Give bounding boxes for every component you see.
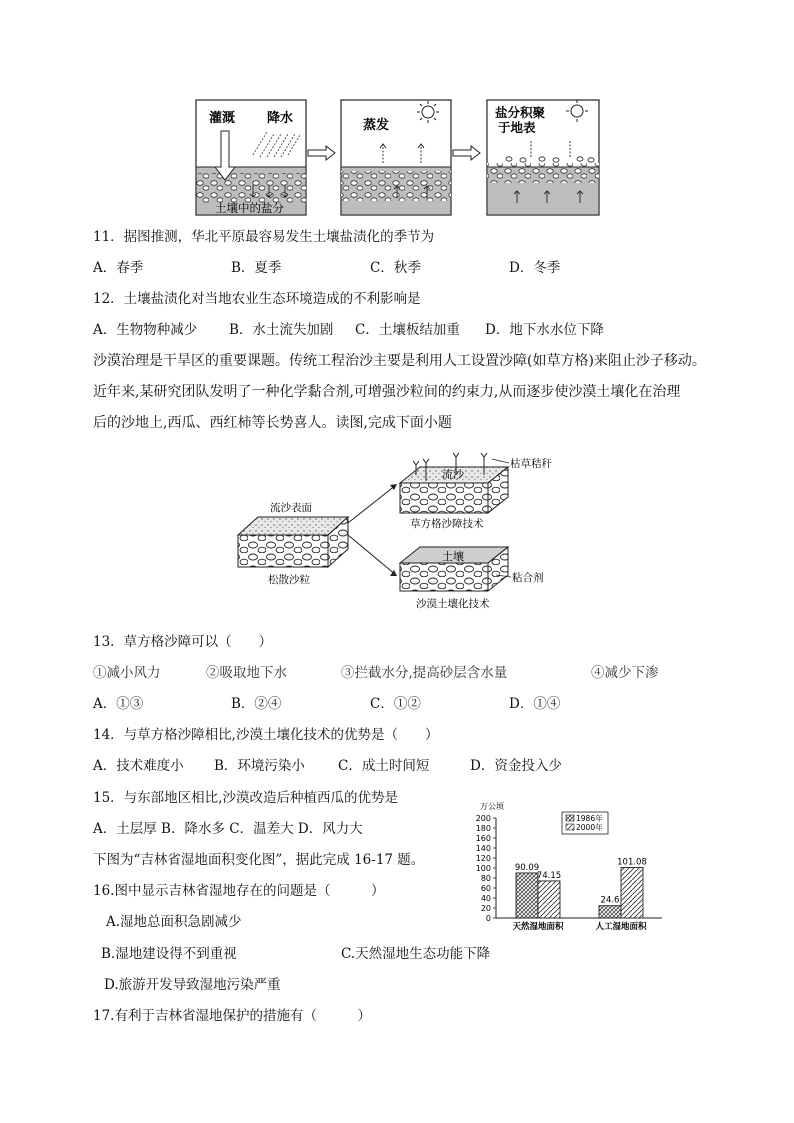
passage-line-1: 沙漠治理是干旱区的重要课题。传统工程治沙主要是利用人工设置沙障(如草方格)来阻止沙子移动。 xyxy=(93,353,706,369)
q13-option-a[interactable]: A．①③ xyxy=(93,696,144,712)
q14-stem: 14．与草方格沙障相比,沙漠土壤化技术的优势是（ ） xyxy=(93,727,439,743)
y-tick-label: 0 xyxy=(485,914,491,923)
y-axis-unit: 万公顷 xyxy=(480,802,504,811)
flow-arrow-1 xyxy=(308,146,335,160)
q11-option-b[interactable]: B．夏季 xyxy=(231,260,282,276)
legend-label: 1986年 xyxy=(576,814,603,823)
bar-1986年 xyxy=(599,906,621,918)
legend-swatch xyxy=(566,824,574,830)
panel-accumulation xyxy=(487,100,599,215)
bar-1986年 xyxy=(516,873,538,918)
q11-option-d[interactable]: D．冬季 xyxy=(509,260,561,276)
y-tick-label: 60 xyxy=(480,884,491,893)
q16-option-b[interactable]: B.湿地建设得不到重视 xyxy=(101,946,237,962)
soilization-caption: 沙漠土壤化技术 xyxy=(416,598,490,610)
salinization-diagram xyxy=(195,95,605,220)
q12-option-c[interactable]: C．土壤板结加重 xyxy=(355,322,460,338)
bar-value-label: 90.09 xyxy=(514,862,540,873)
binder-callout: 粘合剂 xyxy=(512,572,544,584)
soil-salt-label: 土壤中的盐分 xyxy=(215,201,284,215)
straw-callout: 枯草秸秆 xyxy=(510,458,552,470)
y-tick-label: 120 xyxy=(475,854,491,863)
y-tick-label: 80 xyxy=(480,874,491,883)
category-label: 人工湿地面积 xyxy=(595,922,647,932)
q14-option-b[interactable]: B．环境污染小 xyxy=(214,758,305,774)
q14-option-a[interactable]: A．技术难度小 xyxy=(93,758,184,774)
y-tick-label: 180 xyxy=(475,824,491,833)
q12-stem: 12．土壤盐渍化对当地农业生态环境造成的不利影响是 xyxy=(93,291,421,307)
bar-value-label: 101.08 xyxy=(617,857,647,868)
q12-option-a[interactable]: A．生物物种减少 xyxy=(93,322,198,338)
panel-evaporation xyxy=(341,100,451,215)
sand-control-diagram xyxy=(230,445,570,615)
passage-line-3: 后的沙地上,西瓜、西红柿等长势喜人。读图,完成下面小题 xyxy=(93,415,452,431)
q13-item-1: ①减小风力 xyxy=(93,665,161,681)
upper-block-text: 流沙 xyxy=(442,468,464,481)
sand-surface-label: 流沙表面 xyxy=(270,502,312,514)
q13-option-b[interactable]: B．②④ xyxy=(231,696,282,712)
y-tick-label: 200 xyxy=(475,814,491,823)
y-tick-label: 160 xyxy=(475,834,491,843)
q14-option-d[interactable]: D．资金投入少 xyxy=(470,758,562,774)
q15-stem: 15．与东部地区相比,沙漠改造后种植西瓜的优势是 xyxy=(93,790,398,806)
q13-option-c[interactable]: C．①② xyxy=(370,696,421,712)
q12-option-b[interactable]: B．水土流失加剧 xyxy=(229,322,334,338)
bar-2000年 xyxy=(538,881,560,918)
bar-value-label: 24.6 xyxy=(600,895,620,906)
legend-swatch xyxy=(566,815,574,821)
soilization-block xyxy=(400,547,544,610)
q11-option-c[interactable]: C．秋季 xyxy=(370,260,421,276)
legend-label: 2000年 xyxy=(576,823,603,832)
y-tick-label: 40 xyxy=(480,894,491,903)
intro-16-17: 下图为“吉林省湿地面积变化图”，据此完成 16-17 题。 xyxy=(93,852,425,868)
q16-option-a[interactable]: A.湿地总面积急剧减少 xyxy=(106,914,242,930)
y-tick-label: 20 xyxy=(480,904,491,913)
bar-value-label: 74.15 xyxy=(536,870,562,881)
q13-item-3: ③拦截水分,提高砂层含水量 xyxy=(341,665,508,681)
category-label: 天然湿地面积 xyxy=(512,922,564,932)
loose-sand-block xyxy=(238,501,348,586)
evaporation-label: 蒸发 xyxy=(363,118,390,133)
q12-option-d[interactable]: D．地下水水位下降 xyxy=(485,322,604,338)
q13-item-4: ④减少下渗 xyxy=(591,665,659,681)
rain-label: 降水 xyxy=(267,111,294,126)
loose-grains-label: 松散沙粒 xyxy=(268,574,310,586)
q11-option-a[interactable]: A．春季 xyxy=(93,260,144,276)
straw-caption: 草方格沙障技术 xyxy=(410,518,484,530)
panel-irrigation xyxy=(196,100,306,215)
q13-option-d[interactable]: D．①④ xyxy=(509,696,561,712)
q17-stem: 17.有利于吉林省湿地保护的措施有（ ） xyxy=(93,1008,371,1024)
q15-options[interactable]: A．土层厚 B．降水多 C．温差大 D．风力大 xyxy=(93,821,363,837)
irrigation-label: 灌溉 xyxy=(209,111,236,126)
q11-stem: 11．据图推测，华北平原最容易发生土壤盐渍化的季节为 xyxy=(93,229,435,245)
flow-arrow-2 xyxy=(453,146,480,160)
bar-2000年 xyxy=(621,867,643,918)
q14-option-c[interactable]: C．成土时间短 xyxy=(338,758,430,774)
wetland-area-chart xyxy=(462,800,670,940)
q13-item-2: ②吸取地下水 xyxy=(206,665,287,681)
q13-stem: 13．草方格沙障可以（ ） xyxy=(93,634,273,650)
passage-line-2: 近年来,某研究团队发明了一种化学黏合剂,可增强沙粒间的约束力,从而逐步使沙漠土壤化在治理 xyxy=(93,384,681,400)
q16-option-d[interactable]: D.旅游开发导致湿地污染严重 xyxy=(104,977,281,993)
q16-stem: 16.图中显示吉林省湿地存在的问题是（ ） xyxy=(93,883,385,899)
q16-option-c[interactable]: C.天然湿地生态功能下降 xyxy=(341,946,491,962)
y-tick-label: 100 xyxy=(475,864,491,873)
lower-block-text: 土壤 xyxy=(442,550,464,563)
y-tick-label: 140 xyxy=(475,844,491,853)
accumulation-label-2: 于地表 xyxy=(498,120,536,135)
straw-checkerboard-block xyxy=(400,453,552,530)
accumulation-label-1: 盐分积聚 xyxy=(495,105,546,120)
